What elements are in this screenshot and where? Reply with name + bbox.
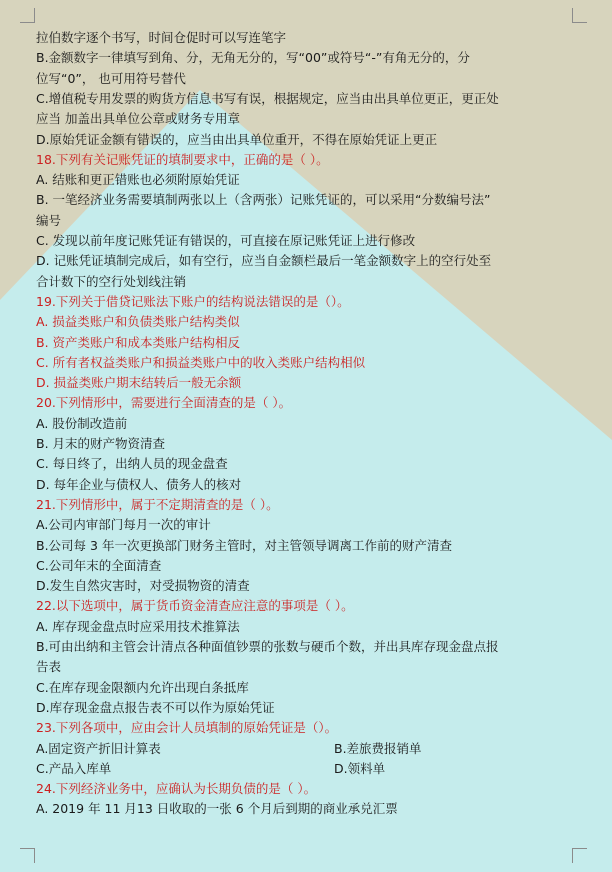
question-line [36, 596, 584, 615]
line-text: C.在库存现金限额内允许出现白条抵库 [36, 679, 249, 695]
line-text: A. 损益类账户和负债类账户结构类似 [36, 314, 240, 330]
text-line [36, 434, 584, 453]
text-line [36, 759, 584, 778]
line-text: 18.下列有关记账凭证的填制要求中，正确的是（ ）。 [36, 151, 329, 167]
text-line [36, 211, 584, 230]
line-text: C. 每日终了，出纳人员的现金盘查 [36, 456, 228, 472]
line-text: 编号 [36, 212, 62, 228]
text-line [36, 799, 584, 818]
text-line [36, 69, 584, 88]
text-line [36, 190, 584, 209]
line-text: D.原始凭证金额有错误的，应当由出具单位重开，不得在原始凭证上更正 [36, 131, 438, 147]
option-second-column: D.领料单 [334, 760, 386, 776]
text-line [36, 109, 584, 128]
text-line [36, 414, 584, 433]
line-text: A. 股份制改造前 [36, 415, 128, 431]
line-text: 位写“0”， 也可用符号替代 [36, 70, 186, 86]
question-line [36, 779, 584, 798]
line-text: 21.下列情形中，属于不定期清查的是（ ）。 [36, 496, 279, 512]
question-line [36, 292, 584, 311]
line-text: D. 损益类账户期末结转后一般无余额 [36, 375, 242, 391]
line-text: 22.以下选项中，属于货币资金清查应注意的事项是（ ）。 [36, 598, 354, 614]
line-text: 24.下列经济业务中，应确认为长期负债的是（ ）。 [36, 781, 317, 797]
line-text: C.产品入库单 [36, 760, 112, 776]
line-text: D.库存现金盘点报告表不可以作为原始凭证 [36, 699, 275, 715]
line-text: 拉伯数字逐个书写，时间仓促时可以写连笔字 [36, 30, 287, 45]
text-line [36, 272, 584, 291]
line-text: A. 2019 年 11 月13 日收取的一张 6 个月后到期的商业承兑汇票 [36, 801, 398, 817]
text-line [36, 170, 584, 189]
option-second-column: B.差旅费报销单 [334, 740, 422, 756]
text-line [36, 251, 584, 270]
line-text: A. 结账和更正错账也必须附原始凭证 [36, 172, 240, 188]
text-line [36, 637, 584, 656]
question-line [36, 312, 584, 331]
line-text: C. 所有者权益类账户和损益类账户中的收入类账户结构相似 [36, 354, 366, 370]
line-text: A.固定资产折旧计算表 [36, 740, 161, 756]
line-text: D. 每年企业与债权人、债务人的核对 [36, 476, 242, 492]
text-line [36, 657, 584, 676]
line-text: A. 库存现金盘点时应采用技术推算法 [36, 618, 240, 634]
text-line [36, 48, 584, 67]
question-line [36, 495, 584, 514]
line-text: D. 记账凭证填制完成后，如有空行，应当自金额栏最后一笔金额数字上的空行处至 [36, 253, 492, 269]
question-line [36, 353, 584, 372]
line-text: 合计数下的空行处划线注销 [36, 273, 187, 289]
line-text: 23.下列各项中，应由会计人员填制的原始凭证是（）。 [36, 720, 338, 736]
text-line [36, 231, 584, 250]
text-line [36, 130, 584, 149]
line-text: C.增值税专用发票的购货方信息书写有误，根据规定，应当由出具单位更正，更正处 [36, 90, 499, 106]
line-text: 19.下列关于借贷记账法下账户的结构说法错误的是（）。 [36, 293, 350, 309]
question-line [36, 393, 584, 412]
line-text: B.金额数字一律填写到角、分，无角无分的，写“00”或符号“-”有角无分的，分 [36, 50, 470, 66]
question-line [36, 718, 584, 737]
text-line [36, 89, 584, 108]
question-line [36, 150, 584, 169]
text-line [36, 576, 584, 595]
question-line [36, 333, 584, 352]
text-line [36, 475, 584, 494]
line-text: B. 一笔经济业务需要填制两张以上（含两张）记账凭证的，可以采用“分数编号法” [36, 192, 491, 208]
text-line [36, 678, 584, 697]
line-text: 20.下列情形中，需要进行全面清查的是（ ）。 [36, 395, 292, 411]
text-line [36, 515, 584, 534]
line-text: D.发生自然灾害时，对受损物资的清查 [36, 578, 250, 594]
text-line [36, 698, 584, 717]
line-text: B.公司每 3 年一次更换部门财务主管时，对主管领导调离工作前的财产清查 [36, 537, 452, 553]
line-text: B. 月末的财产物资清查 [36, 436, 166, 451]
text-line [36, 739, 584, 758]
line-text: C. 发现以前年度记账凭证有错误的，可直接在原记账凭证上进行修改 [36, 233, 416, 248]
text-line [36, 556, 584, 575]
line-text: B.可由出纳和主管会计清点各种面值钞票的张数与硬币个数，并出具库存现金盘点报 [36, 639, 499, 654]
text-line [36, 536, 584, 555]
line-text: 应当 加盖出具单位公章或财务专用章 [36, 111, 240, 127]
question-line [36, 373, 584, 392]
line-text: 告表 [36, 659, 62, 675]
text-line [36, 617, 584, 636]
text-line [36, 28, 584, 47]
line-text: C.公司年末的全面清查 [36, 557, 162, 573]
line-text: A.公司内审部门每月一次的审计 [36, 517, 211, 533]
line-text: B. 资产类账户和成本类账户结构相反 [36, 334, 241, 350]
text-line [36, 454, 584, 473]
